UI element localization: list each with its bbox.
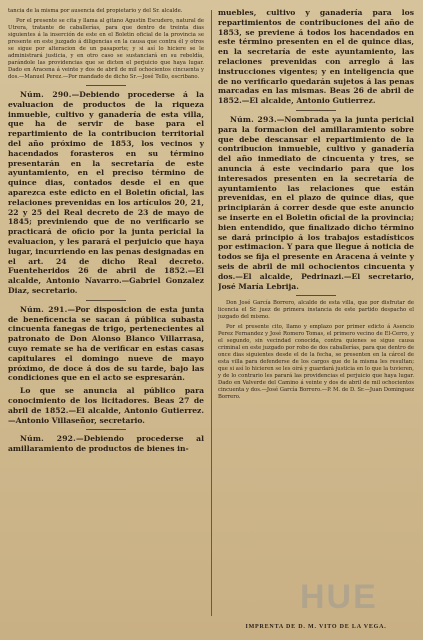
notice-293 (218, 115, 414, 291)
left-column (8, 8, 204, 623)
notice-290-number: Núm. 290. (20, 90, 72, 99)
notice-292-continuation: muebles, cultivo y ganadería para los repartimientos de contribuciones del año de 1853, se previene á todos los hacendados en este término presenten en el de quince dias, en la secretaría de este ayuntamiento, las relaciones prevenidas con arreglo á las instrucciones vigentes; y en inteligencia que de no verificarlo quedarán sujetos á las penas marcadas en las mismas. Beas 26 de abril de 1852.—El alcalde, Antonio Gutierrez. (218, 8, 414, 106)
paragraph-edict-summons: Por el presente cito, llamo y emplazo por primer edicto á Asencio Perez Fernandez y José Romero Tomas, el primero vecino de El-Cerro, y el segundo, sin vecindad conocida, contra quienes se sigue causa criminal en este juzgado por robo de dos caballerías, para que dentro de once dias siguientes desde el de la fecha, se presenten en la cárcel de esta villa para defenderse de los cargos que de la misma les resultan; que si así lo hicieren se les oirá y guardará justicia en lo que la tuvieren, y de lo contrario les parará las providencias el perjuicio que haya lugar. Dado en Valverde del Camino á veinte y dos de abril de mil ochocientos cincuenta y dos.—José García Borrero.—P. M. de D. Sr.—Juan Dominguez Borrero. (218, 324, 414, 401)
divider-rule (86, 85, 126, 86)
paragraph-alcalde-intro: Don José García Borrero, alcalde de esta villa, que por disfrutar de licencia el Sr. juez de primera instancia de este partido despacho el juzgado del mismo. (218, 300, 414, 321)
notice-291-text: —Por disposicion de esta junta de beneficencia se sacan á pública subasta cincuenta fanegas de trigo, pertenecientes al patronato de Don Alonso Blanco Villarrasa, cuyo remate se ha de verificar en estas casas capitulares el domingo nueve de mayo próximo, de doce á dos de su tarde, bajo las condiciones que en el acto se espresarán. (8, 304, 204, 383)
paragraph-edict-escudero: Por el presente se cita y llama al gitano Agustin Escudero, natural de Utrera, tratante de caballerías, para que dentro de treinta dias siguientes á la inserción de este en el Boletin oficial de la provincia se presente en este juzgado á diligencias en la causa que contra él y otros se sigue por alteracion de un pasaporte; y si así lo hiciere se le administrará justicia, y en otro caso se sustanciará en su rebeldía, parándole las providencias que se dicten el perjuicio que haya lugar. Dado en Aracena á veinte y dos de abril de mil ochocientos cincuenta y dos.—Manuel Perez.—Por mandado de dicho Sr.—José Tello, escribano. (8, 18, 204, 80)
printer-imprint: IMPRENTA DE D. M. VITO DE LA VEGA. (245, 624, 387, 630)
divider-rule (86, 429, 126, 430)
notice-292-number: Núm. 292. (20, 434, 77, 444)
divider-rule (296, 295, 336, 296)
notice-293-text: —Nombrada ya la junta pericial para la formacion del amillaramiento sobre que debe descansar el repartimiento de la contribucion inmueble, cultivo y ganadería del año inmediato de cincuenta y tres, se anuncia á este vecindario para que los interesados presenten en la secretaría de ayuntamiento las relaciones que están prevenidas, en el plazo de quince dias, que principiarán á correr desde que este anuncio se inserte en el Boletin oficial de la provincia; bien entendido, que finalizado dicho término se dará principio á los trabajos estadísticos por estimacion. Y para que llegue á noticia de todos se fija el presente en Aracena á veinte y seis de abril de mil ochocientos cincuenta y dos.—El alcalde, Pedrinazi.—El secretario, José María Lebrija. (218, 114, 414, 291)
notice-291-closing: Lo que se anuncia al público para conocimiento de los licitadores. Beas 27 de abril de 1852.—El alcalde, Antonio Gutierrez.—Antonio Villaseñor, secretario. (8, 386, 204, 425)
notice-293-number: Núm. 293. (230, 114, 277, 124)
notice-290-text: —Debiendo procederse á la evaluacion de productos de la riqueza inmueble, cultivo y ganadería de esta villa, que ha de servir de base para el repartimiento de la contribucion territorial del año próximo de 1853, los vecinos y hacendados forasteros en su término presentarán en la secretaría de este ayuntamiento, en el preciso término de quince dias, contados desde el en que aparezca este edicto en el Boletin oficial, las relaciones prevenidas en los artículos 20, 21, 22 y 25 del Real decreto de 23 de mayo de 1845; previniendo que de no verificarlo se practicará de oficio por la junta pericial la evaluacion, y les parará el perjuicio que haya lugar, incurriendo en las penas designadas en el art. 24 de dicho Real decreto. Fuenteheridos 26 de abril de 1852.—El alcalde, Antonio Navarro.—Gabriel Gonzalez Diaz, secretario. (8, 90, 204, 295)
paragraph-continuation: tancia de la misma por ausencia del propietario y del Sr. alcalde. (8, 8, 183, 14)
notice-291 (8, 305, 204, 383)
notice-290 (8, 90, 204, 296)
notice-292-text: —Debiendo procederse al amillaramiento de productos de bienes in- (8, 434, 204, 454)
right-column (218, 8, 414, 623)
notice-292 (8, 434, 204, 454)
column-divider (211, 10, 212, 616)
notice-291-number: Núm. 291. (20, 304, 68, 314)
divider-rule (296, 110, 336, 111)
library-watermark: HUE (300, 578, 378, 616)
divider-rule (86, 300, 126, 301)
